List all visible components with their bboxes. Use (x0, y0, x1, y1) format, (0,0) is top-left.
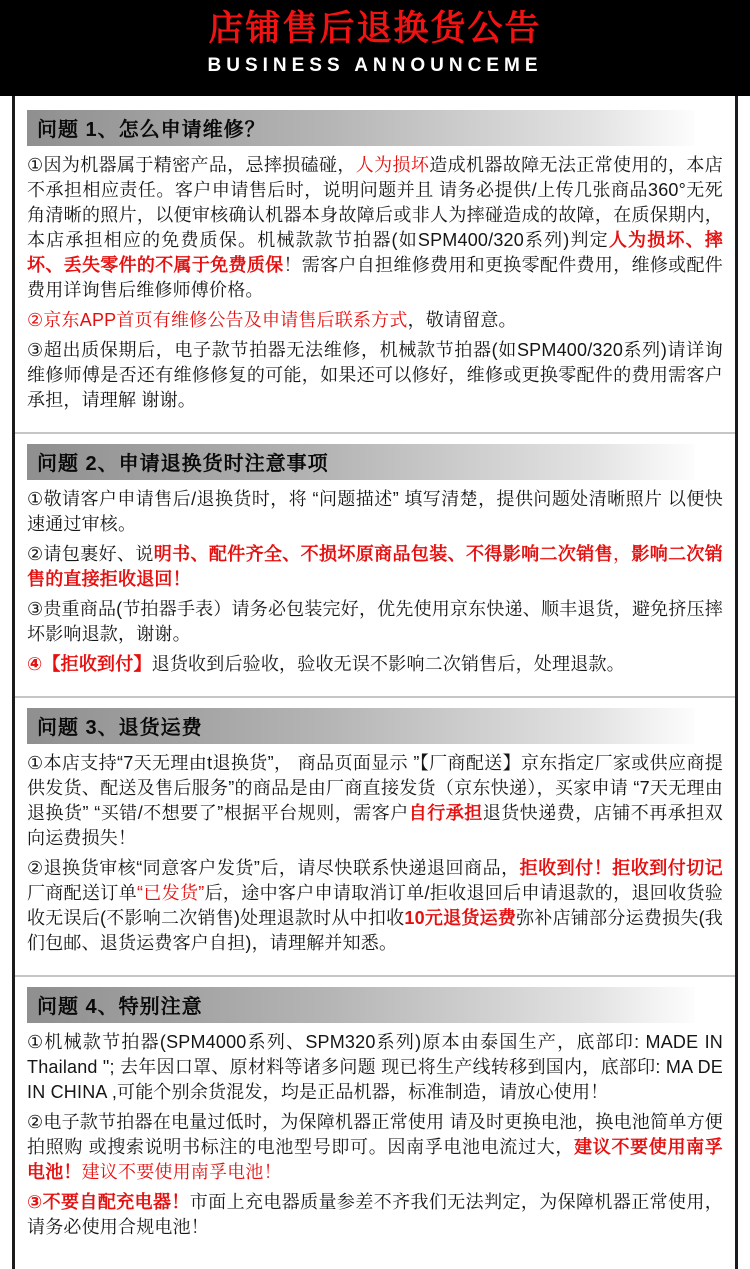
highlighted-text: ， (612, 544, 632, 564)
qa-section-4 (15, 975, 735, 1255)
qa-section-1 (15, 106, 735, 428)
section-title: 问题 1、怎么申请维修？ (27, 110, 695, 146)
body-text: 造成机器故障无法正常使用的，本店不承担相应责任。客户申请售后时，说明问题并且 请务必提供/上传几张商品360°无死角清晰的照片，以便审核确认机器本身故障后或非人为摔碰造成的故障，在质保期内，本店承担相应的免费质保。机械款款节拍器(如SPM400/320系列)判定 (27, 155, 723, 250)
body-text: 厂商配送订单 (27, 883, 137, 903)
body-text: ！需客户自担维修费用和更换零配件费用，维修或配件费用详询售后维修师傅价格。 (27, 255, 723, 300)
body-text: ①敬请客户申请售后/退换货时，将 “问题描述” 填写清楚，提供问题处清晰照片 以便快速通过审核。 (27, 489, 723, 534)
highlighted-text: 自行承担 (408, 803, 483, 823)
highlighted-text: 明书、配件齐全、不损坏原商品包装、不得影响二次销售 (153, 544, 613, 564)
qa-section-2 (15, 432, 735, 692)
highlighted-text: 建议不要使用南孚电池！ (81, 1162, 282, 1182)
section-title: 问题 2、申请退换货时注意事项 (27, 444, 695, 480)
highlighted-text: 人为损坏、摔坏、丢失零件的不属于免费质保 (27, 230, 724, 275)
highlighted-text: ③不要自配充电器！ (27, 1192, 190, 1212)
section-title: 问题 3、退货运费 (27, 708, 695, 744)
banner-title: 店铺售后退换货公告 (208, 9, 542, 48)
paragraph (27, 597, 723, 647)
highlighted-text: ④【拒收到付】 (27, 654, 152, 674)
paragraph (27, 652, 723, 677)
paragraph (27, 1190, 723, 1240)
body-text: ②请包裹好、说 (27, 544, 154, 564)
body-text: 后，途中客户申请取消订单/拒收退回后申请退款的，退回收货验收无误后(不影响二次销售)处理退款时从中扣收 (27, 883, 723, 928)
highlighted-text: “已发货” (136, 883, 205, 903)
highlighted-text: 建议不要使用南孚电池！ (27, 1137, 723, 1182)
body-text: ①机械款节拍器(SPM4000系列、SPM320系列)原本由泰国生产，底部印: MADE IN Thailand "; 去年因口罩、原材料等诸多问题 现已将生产线转移到国内，底部印: MA DE IN CHINA ,可能个别余货混发，均是正品机器，标准制造，请放心使用！ (27, 1032, 723, 1102)
body-text: ，敬请留意。 (407, 310, 517, 330)
body-text: ③贵重商品(节拍器手表）请务必包装完好，优先使用京东快递、顺丰退货，避免挤压摔坏影响退款，谢谢。 (27, 599, 723, 644)
body-text: 市面上充电器质量参差不齐我们无法判定，为保障机器正常使用，请务必使用合规电池！ (27, 1192, 723, 1237)
body-text: ①因为机器属于精密产品，忌摔损磕碰， (27, 155, 356, 175)
paragraph (27, 542, 723, 592)
section-title: 问题 4、特别注意 (27, 987, 695, 1023)
top-banner (0, 0, 750, 96)
paragraph (27, 751, 723, 851)
body-text: ②电子款节拍器在电量过低时，为保障机器正常使用 请及时更换电池，换电池简单方便 拍照购 或搜索说明书标注的电池型号即可。因南孚电池电流过大， (27, 1112, 723, 1157)
highlighted-text: 10元退货运费 (404, 908, 517, 928)
highlighted-text: 拒收到付！拒收到付切记 (519, 858, 723, 878)
paragraph (27, 487, 723, 537)
content-frame (12, 96, 738, 1269)
paragraph (27, 1110, 723, 1185)
paragraph (27, 1030, 723, 1105)
banner-subtitle: BUSINESS ANNOUNCEME (207, 55, 543, 76)
paragraph (27, 308, 723, 333)
body-text: ①本店支持“7天无理由t退换货”， 商品页面显示 ”【厂商配送】京东指定厂家或供应商提供发货、配送及售后服务”的商品是由厂商直接发货（京东快递），买家申请 “7天无理由退换货” “买错/不想要了”根据平台规则，需客户 (27, 753, 723, 823)
qa-section-3 (15, 696, 735, 971)
body-text: ③超出质保期后，电子款节拍器无法维修，机械款节拍器(如SPM400/320系列)请详询维修师傅是否还有维修修复的可能，如果还可以修好，维修或更换零配件的费用需客户承担，请理解 谢谢。 (27, 340, 723, 410)
highlighted-text: 人为损坏 (355, 155, 430, 175)
highlighted-text: 影响二次销售的直接拒收退回！ (27, 544, 724, 589)
body-text: 弥补店铺部分运费损失(我们包邮、退货运费客户自担)，请理解并知悉。 (27, 908, 724, 953)
paragraph (27, 153, 723, 303)
highlighted-text: ②京东APP首页有维修公告及申请售后联系方式 (27, 310, 408, 330)
paragraph (27, 856, 723, 956)
paragraph (27, 338, 723, 413)
body-text: ②退换货审核“同意客户发货”后，请尽快联系快递退回商品， (27, 858, 520, 878)
body-text: 退货快递费，店铺不再承担双向运费损失！ (27, 803, 723, 848)
body-text: 退货收到后验收，验收无误不影响二次销售后，处理退款。 (151, 654, 625, 674)
